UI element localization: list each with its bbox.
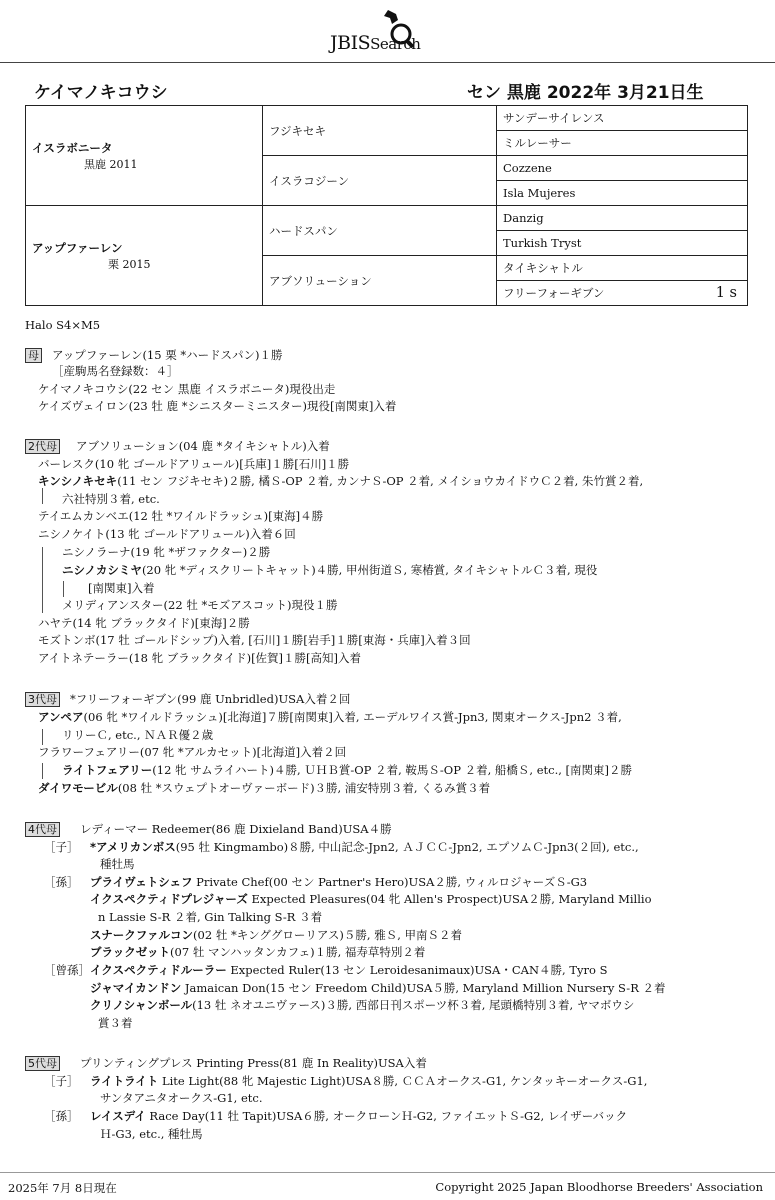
top-divider: [0, 62, 775, 63]
jbis-logo: [330, 8, 460, 54]
sdd[interactable]: Isla Mujeres: [497, 181, 748, 206]
sire-name[interactable]: イスラボニータ: [32, 140, 113, 155]
family-line: [90, 839, 639, 855]
family-line-text: モズトンボ(17 牡 ゴールドシップ)入着, [石川]１勝[岩手]１勝[東海・兵庫]入着３回: [38, 633, 471, 647]
family-horse-link[interactable]: *アメリカンボス: [90, 840, 176, 854]
family-line: [98, 1015, 133, 1031]
dam-sire[interactable]: ハードスパン: [263, 206, 497, 256]
family-line-text: Ｈ-G3, etc., 種牡馬: [100, 1127, 203, 1141]
family-line-text: ケイズヴェイロン(23 牡 鹿 *シニスターミニスター)現役[南関東]入着: [38, 399, 397, 413]
bottom-divider: [0, 1172, 775, 1173]
family-horse-link[interactable]: ニシノカシミヤ: [62, 563, 142, 577]
family-line-text: Private Chef(00 セン Partner's Hero)USA２勝, ウィルロジャーズＳ-G3: [192, 875, 588, 889]
family-line-text: (95 牡 Kingmambo)８勝, 中山記念-Jpn2, ＡＪＣＣ-Jpn2, エプソムＣ-Jpn3(２回), etc.,: [175, 840, 639, 854]
family-line-text: 賞３着: [98, 1016, 133, 1030]
family-line: [38, 744, 346, 760]
family-horse-link[interactable]: ジャマイカンドン: [90, 981, 182, 995]
family-horse-link[interactable]: アンペア: [38, 710, 84, 724]
family-line: [62, 597, 338, 613]
family-horse-link[interactable]: レイスデイ: [90, 1109, 146, 1123]
family-line-text: [南関東]入着: [88, 581, 155, 595]
family-line: [90, 874, 587, 890]
family-line-text: (08 牡 *スウェプトオーヴァーボード)３勝, 浦安特別３着, くるみ賞３着: [117, 781, 491, 795]
family-line: [38, 381, 335, 397]
family-line: [38, 615, 250, 631]
generation-label: ［子］: [44, 1074, 79, 1088]
dam-dam[interactable]: アブソリューション: [263, 256, 497, 306]
dss[interactable]: Danzig: [497, 206, 748, 231]
family-line: [90, 944, 425, 960]
tree-bar: [42, 488, 43, 504]
sire-dam[interactable]: イスラコジーン: [263, 156, 497, 206]
generation-label: ［子］: [44, 840, 79, 854]
family-line-text: Jamaican Don(15 セン Freedom Child)USA５勝, Maryland Million Nursery S-R ２着: [181, 981, 666, 995]
tree-bar: [42, 763, 43, 779]
family-line-text: (06 牝 *ワイルドラッシュ)[北海道]７勝[南関東]入着, エーデルワイス賞-Jpn3, 関東オークス-Jpn2 ３着,: [83, 710, 622, 724]
family-line-text: ニシノケイト(13 牝 ゴールドアリュール)入着６回: [38, 527, 296, 541]
family-line: [90, 980, 666, 996]
generation-label: 2代母: [25, 438, 60, 454]
family-line: [38, 709, 622, 725]
family-line: [38, 456, 349, 472]
family-line: [80, 821, 392, 837]
family-line-text: Expected Pleasures(04 牝 Allen's Prospect)USA２勝, Maryland Millio: [247, 892, 652, 906]
family-line: [38, 473, 643, 489]
family-line: [90, 1073, 647, 1089]
family-line: [90, 891, 652, 907]
dds[interactable]: タイキシャトル: [497, 256, 748, 281]
family-line: [38, 780, 490, 796]
family-line: [80, 1055, 427, 1071]
horse-name: ケイマノキコウシ: [34, 83, 168, 103]
sds[interactable]: Cozzene: [497, 156, 748, 181]
generation-label: 4代母: [25, 821, 60, 837]
family-line-text: ［産駒馬名登録数：４］: [52, 364, 179, 378]
family-line-text: (07 牡 マンハッタンカフェ)１勝, 福寿草特別２着: [170, 945, 426, 959]
ddd[interactable]: フリーフォーギブン: [503, 286, 605, 300]
family-line: [52, 347, 283, 363]
pedigree-table: [25, 105, 748, 306]
family-line: [38, 508, 323, 524]
logo-text: JBISSearch: [330, 32, 421, 54]
sire-sire[interactable]: フジキセキ: [263, 106, 497, 156]
family-line-text: *フリーフォーギブン(99 鹿 Unbridled)USA入着２回: [70, 692, 351, 706]
family-line-text: プリンティングプレス Printing Press(81 鹿 In Reality)USA入着: [80, 1056, 427, 1070]
family-line-text: リリーＣ, etc., ＮＡＲ優２歳: [62, 728, 214, 742]
family-line-text: アップファーレン(15 栗 *ハードスパン)１勝: [52, 348, 283, 362]
family-line: [62, 491, 160, 507]
dam-info: 栗 2015: [108, 257, 151, 271]
family-horse-link[interactable]: ブラックゼット: [90, 945, 171, 959]
family-line-text: n Lassie S-R ２着, Gin Talking S-R ３着: [98, 910, 323, 924]
family-line: [76, 438, 330, 454]
family-line-text: (02 牡 *キンググローリアス)５勝, 雅Ｓ, 甲南Ｓ２着: [193, 928, 463, 942]
dam-name[interactable]: アップファーレン: [32, 240, 123, 255]
family-line-text: ハヤテ(14 牝 ブラックタイド)[東海]２勝: [38, 616, 250, 630]
family-line-text: バーレスク(10 牝 ゴールドアリュール)[兵庫]１勝[石川]１勝: [38, 457, 350, 471]
family-line: [70, 691, 350, 707]
family-line: [38, 632, 471, 648]
footer-copyright: Copyright 2025 Japan Bloodhorse Breeders' Association: [435, 1180, 763, 1194]
family-line: [38, 650, 361, 666]
family-horse-link[interactable]: ライトライト: [90, 1074, 159, 1088]
family-line-text: アイトネテーラー(18 牝 ブラックタイド)[佐賀]１勝[高知]入着: [38, 651, 362, 665]
family-line: [90, 927, 462, 943]
tree-bar: [63, 581, 64, 597]
family-horse-link[interactable]: イクスペクティドプレジャーズ: [90, 892, 248, 906]
family-line: [90, 962, 607, 978]
family-line-text: テイエムカンベエ(12 牡 *ワイルドラッシュ)[東海]４勝: [38, 509, 324, 523]
family-line: [52, 363, 179, 379]
family-line-text: (13 牡 ネオユニヴァース)３勝, 西部日刊スポーツ杯３着, 尾頭橋特別３着, ヤマボウシ: [192, 998, 635, 1012]
family-line-text: Expected Ruler(13 セン Leroidesanimaux)USA・CAN４勝, Tyro S: [226, 963, 608, 977]
family-line-text: Lite Light(88 牝 Majestic Light)USA８勝, ＣＣＡオークス-G1, ケンタッキーオークス-G1,: [158, 1074, 648, 1088]
family-line: [88, 580, 154, 596]
family-line-text: 六社特別３着, etc.: [62, 492, 160, 506]
family-horse-link[interactable]: ダイワモービル: [38, 781, 118, 795]
family-line: [62, 544, 270, 560]
generation-label: 5代母: [25, 1055, 60, 1071]
inbreed-badge: 1 s: [715, 285, 737, 301]
inbreeding: Halo S4×M5: [25, 318, 101, 332]
family-line-text: フラワーフェアリー(07 牝 *アルカセット)[北海道]入着２回: [38, 745, 347, 759]
family-horse-link[interactable]: イクスペクティドルーラー: [90, 963, 227, 977]
family-line-text: ニシノラーナ(19 牝 *ザファクター)２勝: [62, 545, 271, 559]
family-line-text: (12 牝 サムライハート)４勝, ＵＨＢ賞-OP ２着, 鞍馬Ｓ-OP ２着, 船橋Ｓ, etc., [南関東]２勝: [152, 763, 633, 777]
family-line: [90, 997, 634, 1013]
family-line-text: 種牡馬: [100, 857, 135, 871]
family-horse-link[interactable]: ライトフェアリー: [62, 763, 153, 777]
family-line: [38, 398, 396, 414]
sire-info: 黒鹿 2011: [84, 157, 138, 171]
horse-info: セン 黒鹿 2022年 3月21日生: [467, 83, 704, 103]
ssd[interactable]: ミルレーサー: [497, 131, 748, 156]
family-horse-link[interactable]: プライヴェトシェフ: [90, 875, 193, 889]
generation-label: 3代母: [25, 691, 60, 707]
family-horse-link[interactable]: キンシノキセキ: [38, 474, 118, 488]
family-horse-link[interactable]: クリノシャンボール: [90, 998, 193, 1012]
family-line: [100, 1126, 203, 1142]
family-line-text: Race Day(11 牡 Tapit)USA６勝, オークローンＨ-G2, ファイエットＳ-G2, レイザーバック: [145, 1109, 628, 1123]
family-line: [62, 727, 213, 743]
family-line-text: (20 牝 *ディスクリートキャット)４勝, 甲州街道Ｓ, 寒椿賞, タイキシャトルＣ３着, 現役: [141, 563, 598, 577]
generation-label: 母: [25, 347, 42, 363]
family-line: [62, 762, 632, 778]
family-line: [90, 1108, 627, 1124]
family-line: [38, 526, 296, 542]
generation-label: ［曾孫］: [44, 963, 90, 977]
family-line-text: レディーマー Redeemer(86 鹿 Dixieland Band)USA４勝: [80, 822, 392, 836]
family-horse-link[interactable]: スナークファルコン: [90, 928, 194, 942]
dsd[interactable]: Turkish Tryst: [497, 231, 748, 256]
family-line: [62, 562, 597, 578]
tree-bar: [42, 547, 43, 613]
family-line: [100, 856, 135, 872]
footer-date: 2025年 7月 8日現在: [8, 1181, 117, 1195]
ddd-cell: [497, 281, 748, 306]
tree-bar: [42, 729, 43, 745]
family-line: [100, 1090, 263, 1106]
family-line: [98, 909, 322, 925]
generation-label: ［孫］: [44, 875, 79, 889]
family-line-text: メリディアンスター(22 牡 *モズアスコット)現役１勝: [62, 598, 338, 612]
family-line-text: ケイマノキコウシ(22 セン 黒鹿 イスラボニータ)現役出走: [38, 382, 336, 396]
generation-label: ［孫］: [44, 1109, 79, 1123]
family-line-text: アブソリューション(04 鹿 *タイキシャトル)入着: [76, 439, 330, 453]
sss[interactable]: サンデーサイレンス: [497, 106, 748, 131]
family-line-text: サンタアニタオークス-G1, etc.: [100, 1091, 263, 1105]
family-line-text: (11 セン フジキセキ)２勝, 橘Ｓ-OP ２着, カンナＳ-OP ２着, メイショウカイドウＣ２着, 朱竹賞２着,: [117, 474, 644, 488]
